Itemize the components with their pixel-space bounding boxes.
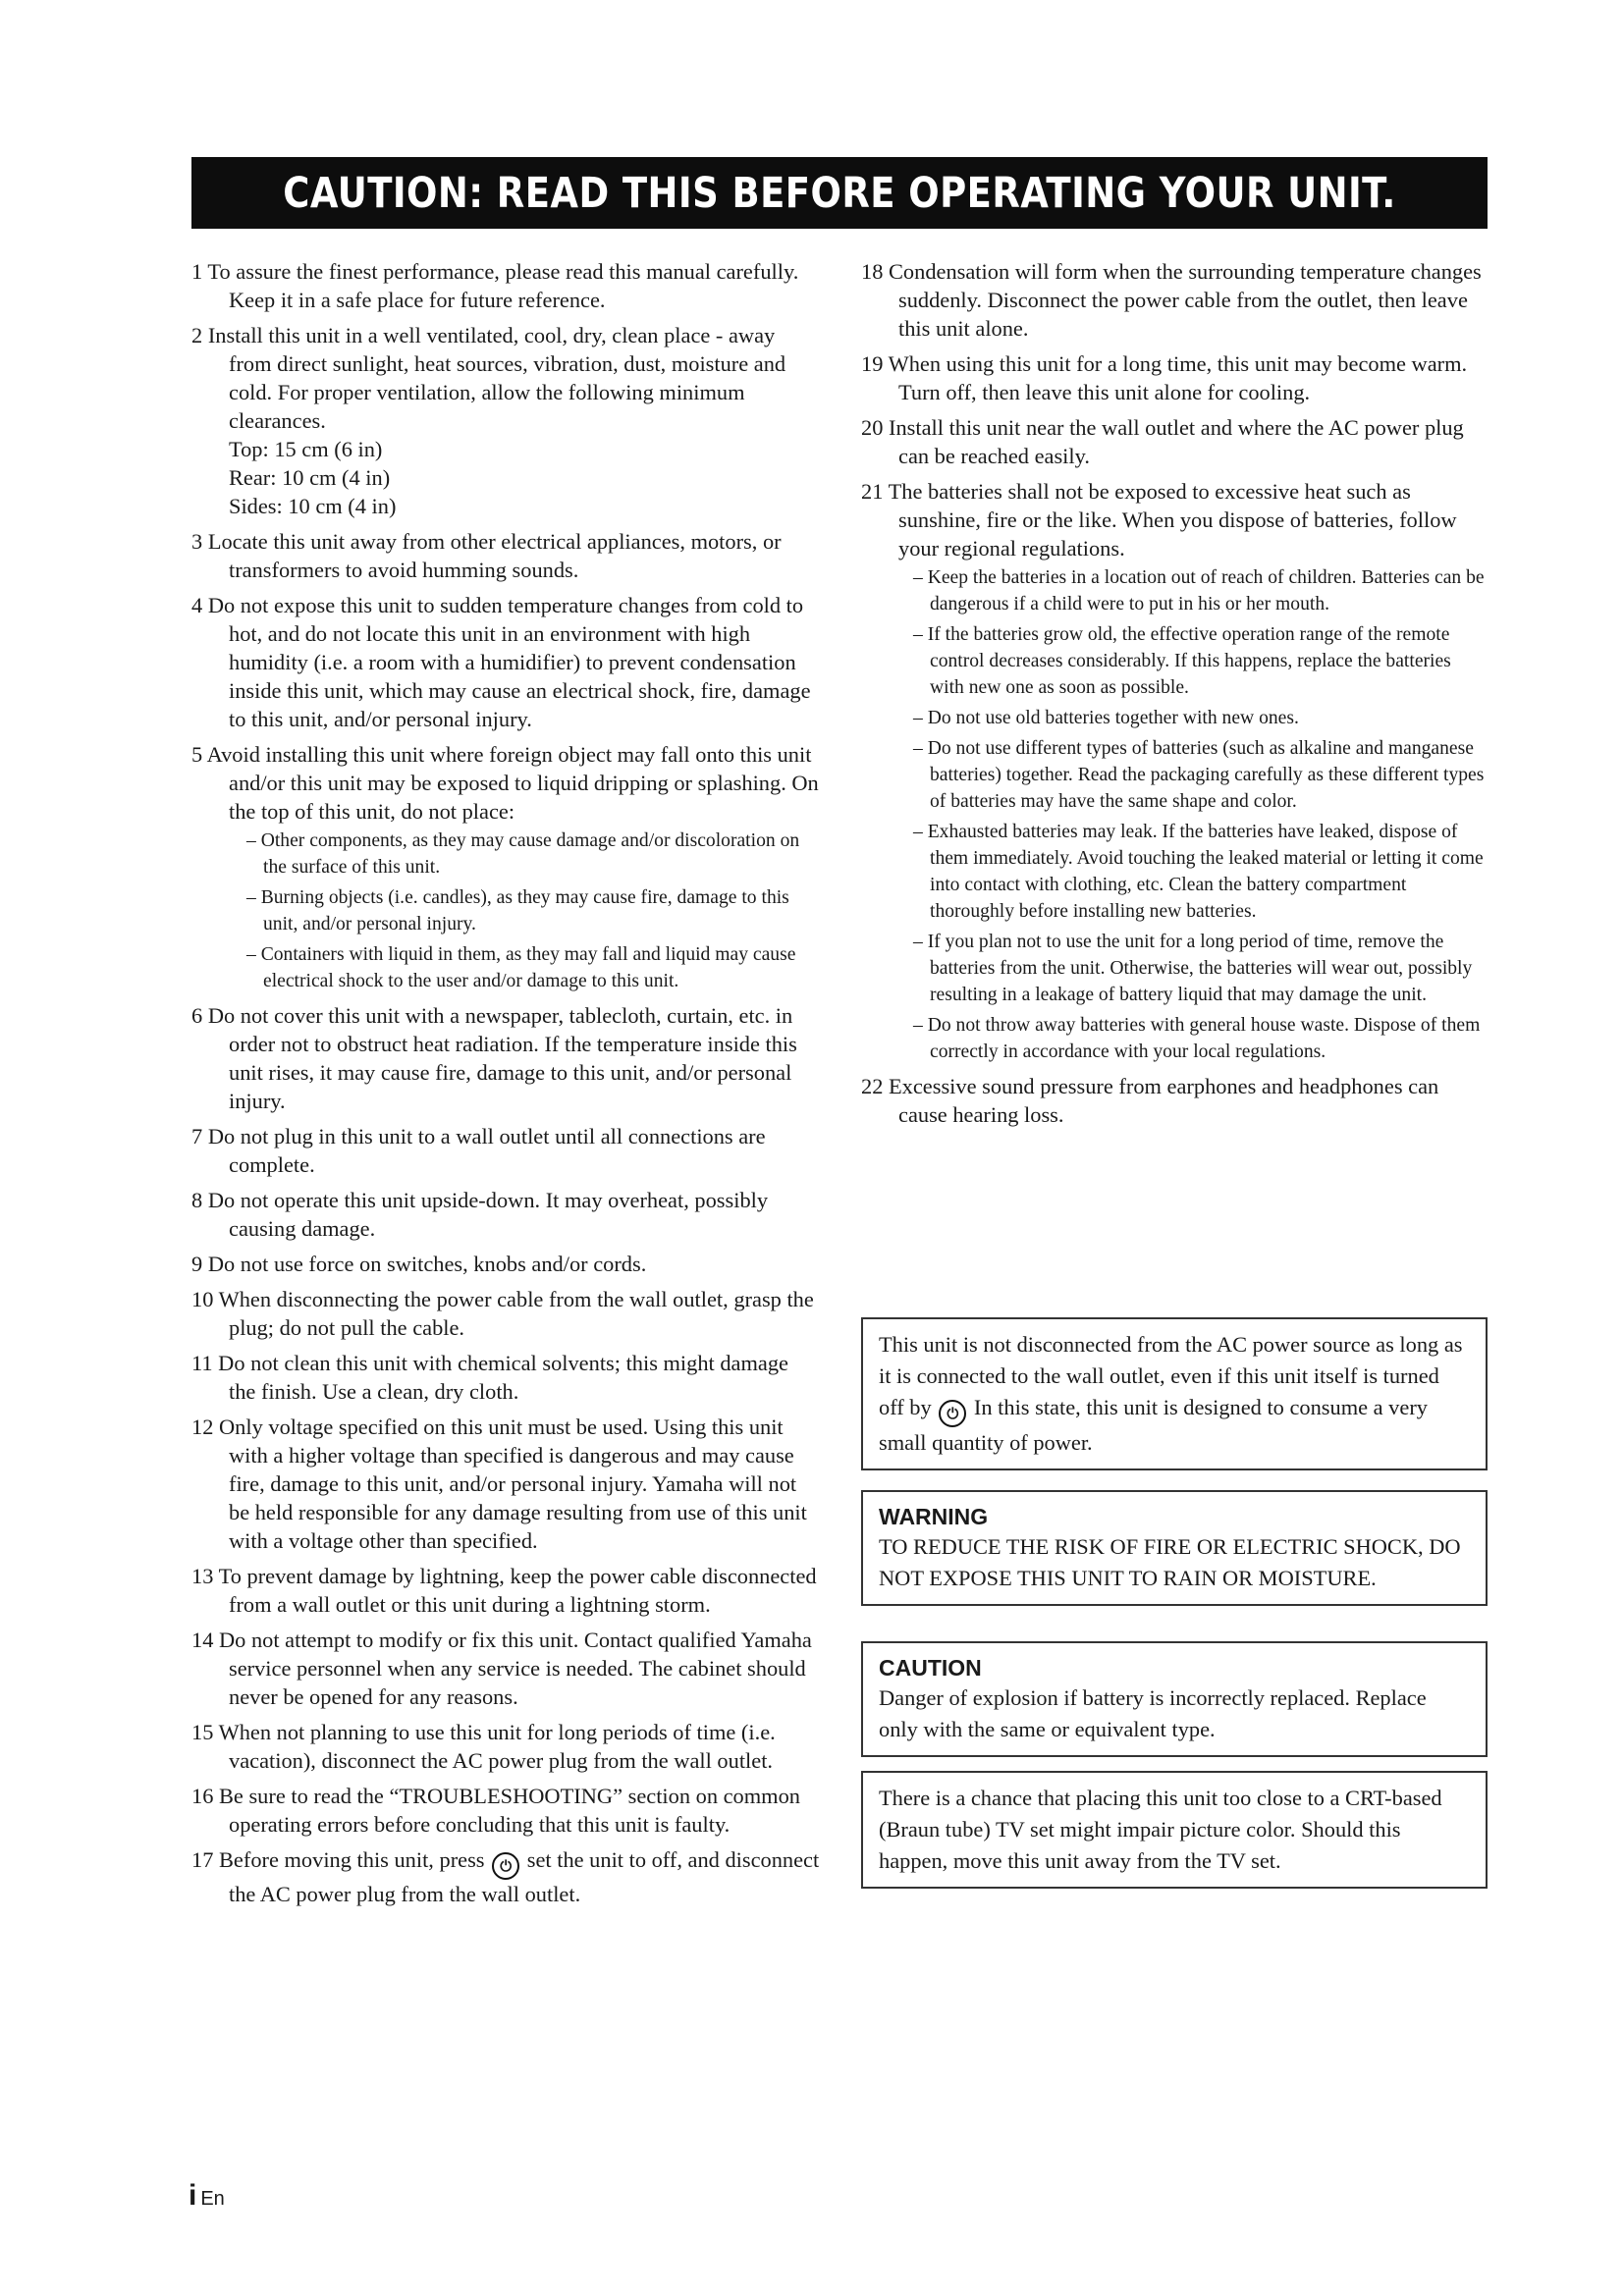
item-number: 2 [191,323,203,347]
list-item [191,1186,820,1243]
sub-item: – Other components, as they may cause damage and/or discoloration on the surface of this unit. [246,830,800,878]
list-item [191,1413,820,1555]
standby-text: This unit is not disconnected from the AC power source as long as it is connected to the wall outlet, even if this unit itself is turned off by [879,1332,1463,1419]
item-number: 12 [191,1415,214,1439]
item-text: When disconnecting the power cable from the wall outlet, grasp the plug; do not pull the cable. [218,1287,814,1340]
sub-item: – Keep the batteries in a location out of reach of children. Batteries can be dangerous if a child were to put in his or her mouth. [913,567,1485,614]
list-item [191,1122,820,1179]
item-text: Do not attempt to modify or fix this unit. Contact qualified Yamaha service personnel when any service is needed. The cabinet should never be opened for any reasons. [219,1628,812,1709]
power-standby-icon: ⏻ [939,1400,966,1427]
list-item [191,1349,820,1406]
item-text: Do not expose this unit to sudden temperature changes from cold to hot, and do not locate this unit in an environment with high humidity (i.e. a room with a humidifier) to prevent condensation inside this unit, which may cause an electrical shock, fire, damage to this unit, and/or personal injury. [207,593,811,731]
list-item [191,591,820,733]
item-number: 10 [191,1287,214,1311]
warning-heading: WARNING [879,1504,989,1529]
item-text: To prevent damage by lightning, keep the power cable disconnected from a wall outlet or this unit during a lightning storm. [218,1564,817,1617]
list-item [861,413,1489,470]
banner-title: CAUTION: READ THIS BEFORE OPERATING YOUR UNIT. [283,168,1396,218]
item-number: 7 [191,1124,203,1148]
item-text: When not planning to use this unit for long periods of time (i.e. vacation), disconnect the AC power plug from the wall outlet. [218,1720,776,1773]
crt-notice-box [861,1771,1488,1889]
clearance-rear: Rear: 10 cm (4 in) [229,465,391,490]
standby-notice-box [861,1317,1488,1470]
list-item [191,740,820,826]
item-text: Do not plug in this unit to a wall outlet until all connections are complete. [207,1124,766,1177]
item-text: The batteries shall not be exposed to excessive heat such as sunshine, fire or the like. When you dispose of batteries, follow your regional regulations. [888,479,1457,561]
list-item [191,1718,820,1775]
item-number: 5 [191,742,203,767]
sub-item: – Do not use different types of batteries (such as alkaline and manganese batteries) together. Read the packaging carefully as these different types of batteries may have the same shape and color. [913,738,1485,812]
sub-list [861,564,1489,1065]
item-number: 17 [191,1847,214,1872]
item-number: 6 [191,1003,203,1028]
item-number: 19 [861,351,884,376]
sub-item: – Burning objects (i.e. candles), as they may cause fire, damage to this unit, and/or personal injury. [246,887,789,934]
caution-banner [191,157,1488,229]
sub-list [191,828,820,994]
item-text: Condensation will form when the surrounding temperature changes suddenly. Disconnect the power cable from the outlet, then leave this unit alone. [889,259,1482,341]
item-number: 13 [191,1564,214,1588]
sub-item: – If you plan not to use the unit for a long period of time, remove the batteries from the unit. Otherwise, the batteries will wear out, possibly resulting in a leakage of battery liquid that may damage the unit. [913,932,1473,1005]
caution-text: Danger of explosion if battery is incorrectly replaced. Replace only with the same or equivalent type. [879,1685,1427,1741]
item-number: 11 [191,1351,213,1375]
item-text: Do not operate this unit upside-down. It may overheat, possibly causing damage. [207,1188,769,1241]
sub-item: – If the batteries grow old, the effective operation range of the remote control decreases considerably. If this happens, replace the batteries with new one as soon as possible. [913,624,1451,698]
page-number: i [189,2179,197,2212]
warning-box [861,1490,1488,1606]
item-text: Before moving this unit, press [219,1847,485,1872]
list-item [191,1845,820,1908]
item-text: Install this unit near the wall outlet and where the AC power plug can be reached easily. [889,415,1464,468]
list-item [191,1250,820,1278]
page-footer [189,2179,225,2213]
item-number: 8 [191,1188,203,1212]
sub-item: – Exhausted batteries may leak. If the batteries have leaked, dispose of them immediately. Avoid touching the leaked material or letting it come into contact with clothing, etc. Clean the battery compartment thoroughly before installing new batteries. [913,822,1484,922]
clearance-top: Top: 15 cm (6 in) [229,437,383,461]
sub-item: – Containers with liquid in them, as they may fall and liquid may cause electrical shock to the user and/or damage to this unit. [246,944,796,991]
item-number: 18 [861,259,884,284]
caution-box [861,1641,1488,1757]
item-number: 14 [191,1628,214,1652]
list-item [191,1626,820,1711]
item-number: 20 [861,415,884,440]
item-text: Install this unit in a well ventilated, cool, dry, clean place - away from direct sunlight, heat sources, vibration, dust, moisture and cold. For proper ventilation, allow the following minimum clearances. [207,323,786,433]
item-number: 15 [191,1720,214,1744]
item-text: Do not use force on switches, knobs and/or cords. [207,1252,647,1276]
list-item [191,257,820,314]
item-text: Avoid installing this unit where foreign object may fall onto this unit and/or this unit may be exposed to liquid dripping or splashing. On the top of this unit, do not place: [206,742,819,824]
item-text: Locate this unit away from other electrical appliances, motors, or transformers to avoid humming sounds. [207,529,782,582]
item-number: 4 [191,593,203,617]
list-item [861,257,1489,343]
item-text: Do not clean this unit with chemical solvents; this might damage the finish. Use a clean, dry cloth. [218,1351,788,1404]
list-item [861,477,1489,562]
power-standby-icon: ⏻ [492,1852,519,1880]
item-text: set the unit to off, and disconnect the AC power plug from the wall outlet. [229,1847,820,1906]
list-item [191,1285,820,1342]
item-text: To assure the finest performance, please read this manual carefully. Keep it in a safe place for future reference. [207,259,799,312]
clearance-sides: Sides: 10 cm (4 in) [229,494,397,518]
item-text: When using this unit for a long time, this unit may become warm. Turn off, then leave this unit alone for cooling. [888,351,1468,404]
list-item [191,1782,820,1839]
item-number: 1 [191,259,203,284]
list-item [861,349,1489,406]
item-text: Do not cover this unit with a newspaper, tablecloth, curtain, etc. in order not to obstruct heat radiation. If the temperature inside this unit rises, it may cause fire, damage to this unit, and/or personal injury. [207,1003,797,1113]
item-number: 16 [191,1784,214,1808]
item-number: 9 [191,1252,203,1276]
left-column [191,257,820,1915]
list-item [191,321,820,435]
list-item [191,527,820,584]
warning-text: TO REDUCE THE RISK OF FIRE OR ELECTRIC SHOCK, DO NOT EXPOSE THIS UNIT TO RAIN OR MOISTURE. [879,1534,1461,1590]
item-text: Excessive sound pressure from earphones and headphones can cause hearing loss. [889,1074,1439,1127]
item-text: Only voltage specified on this unit must be used. Using this unit with a higher voltage than specified is dangerous and may cause fire, damage to this unit, and/or personal injury. Yamaha will not be held responsible for any damage resulting from use of this unit with a voltage other than specified. [219,1415,807,1553]
right-column [861,257,1489,1136]
language-code: En [200,2188,225,2210]
list-item [191,1001,820,1115]
item-number: 3 [191,529,203,554]
caution-heading: CAUTION [879,1655,982,1681]
item-text: Be sure to read the “TROUBLESHOOTING” section on common operating errors before concluding that this unit is faulty. [219,1784,800,1837]
item-number: 21 [861,479,884,504]
standby-text: In this state, this unit is designed to consume a very small quantity of power. [879,1395,1428,1455]
sub-item: – Do not use old batteries together with new ones. [913,708,1299,728]
sub-item: – Do not throw away batteries with general house waste. Dispose of them correctly in accordance with your local regulations. [913,1015,1481,1062]
crt-text: There is a chance that placing this unit too close to a CRT-based (Braun tube) TV set might impair picture color. Should this happen, move this unit away from the TV set. [879,1786,1442,1873]
list-item [191,1562,820,1619]
list-item [861,1072,1489,1129]
item-number: 22 [861,1074,884,1098]
